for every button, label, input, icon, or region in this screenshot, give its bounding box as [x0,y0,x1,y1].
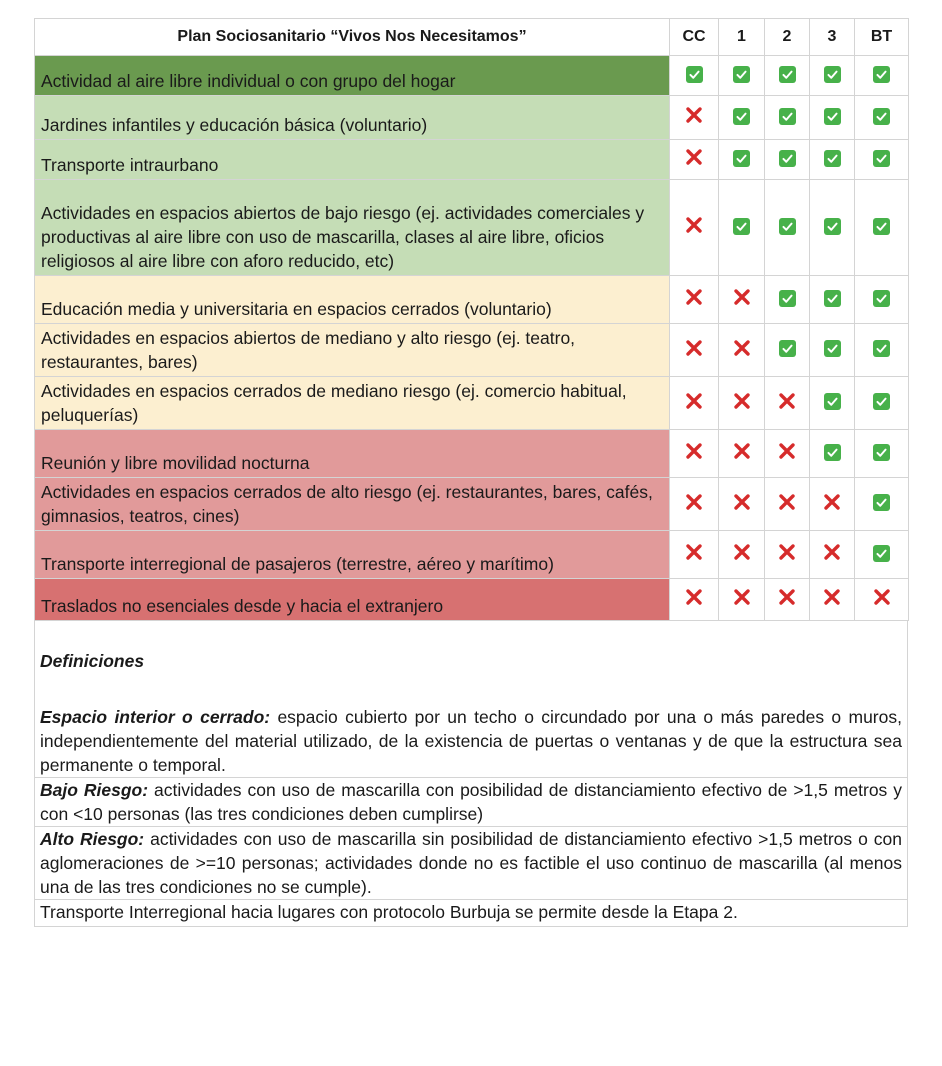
stage-cell [810,96,855,140]
red-cross-icon [733,543,751,561]
stage-cell [855,579,909,621]
stage-cell [765,430,810,478]
stage-cell [719,430,765,478]
check-box-icon [824,66,841,83]
check-box-icon [873,393,890,410]
check-box-icon [824,290,841,307]
check-box-icon [824,340,841,357]
stage-cell [719,324,765,377]
stage-cell [765,180,810,276]
check-box-icon [733,150,750,167]
activity-label: Jardines infantiles y educación básica (voluntario) [35,96,670,140]
table-row [35,579,909,621]
stage-cell [810,478,855,531]
column-header-bt: BT [855,19,909,56]
stage-cell [855,276,909,324]
check-box-icon [686,66,703,83]
red-cross-icon [685,339,703,357]
stage-cell [810,377,855,430]
red-cross-icon [685,493,703,511]
stage-cell [810,324,855,377]
check-box-icon [824,150,841,167]
check-box-icon [779,108,796,125]
stage-cell [765,579,810,621]
stage-cell [855,140,909,180]
table-header-row [35,19,909,56]
red-cross-icon [733,442,751,460]
definition-text: actividades con uso de mascarilla con posibilidad de distanciamiento efectivo de >1,5 metros y con <10 personas (las tres condiciones deben cumplirse) [40,780,902,824]
table-row [35,180,909,276]
check-box-icon [733,108,750,125]
check-box-icon [779,66,796,83]
red-cross-icon [685,392,703,410]
table-row [35,324,909,377]
check-box-icon [873,108,890,125]
check-box-icon [779,290,796,307]
check-box-icon [824,393,841,410]
stage-cell [765,531,810,579]
stage-cell [810,579,855,621]
check-box-icon [779,150,796,167]
stage-cell [855,56,909,96]
stage-cell [810,56,855,96]
stage-cell [670,276,719,324]
check-box-icon [733,66,750,83]
activity-label: Actividades en espacios cerrados de alto riesgo (ej. restaurantes, bares, cafés, gimnasios, teatros, cines) [35,478,670,531]
check-box-icon [873,66,890,83]
stage-cell [855,180,909,276]
column-header-2: 2 [765,19,810,56]
stage-cell [719,478,765,531]
table-row [35,276,909,324]
red-cross-icon [733,288,751,306]
stage-cell [719,377,765,430]
stage-cell [719,180,765,276]
definition-text: espacio cubierto por un techo o circundado por una o más paredes o muros, independientemente del material utilizado, de la existencia de puertas o ventanas y de que la estructura sea permanente o temporal. [40,707,902,775]
check-box-icon [824,218,841,235]
stage-cell [670,478,719,531]
stage-cell [670,579,719,621]
stage-cell [719,531,765,579]
activity-label: Educación media y universitaria en espacios cerrados (voluntario) [35,276,670,324]
table-row [35,531,909,579]
red-cross-icon [685,442,703,460]
stage-cell [719,579,765,621]
red-cross-icon [778,392,796,410]
table-row [35,478,909,531]
red-cross-icon [685,216,703,234]
stage-cell [670,180,719,276]
table-title: Plan Sociosanitario “Vivos Nos Necesitamos” [35,19,670,56]
stage-cell [670,140,719,180]
activity-label: Actividades en espacios cerrados de mediano riesgo (ej. comercio habitual, peluquerías) [35,377,670,430]
definition-text: actividades con uso de mascarilla sin posibilidad de distanciamiento efectivo >1,5 metros o con aglomeraciones de >=10 personas; actividades donde no es factible el uso continuo de mascarilla (al menos una de las tres condiciones no se cumple). [40,829,902,897]
stage-cell [765,96,810,140]
stage-cell [855,96,909,140]
red-cross-icon [873,588,891,606]
check-box-icon [873,290,890,307]
stage-cell [670,531,719,579]
stage-cell [765,276,810,324]
table-row [35,377,909,430]
activity-label: Traslados no esenciales desde y hacia el extranjero [35,579,670,621]
stage-cell [810,276,855,324]
red-cross-icon [778,543,796,561]
stage-cell [855,324,909,377]
stage-cell [670,377,719,430]
table-row [35,56,909,96]
red-cross-icon [685,288,703,306]
check-box-icon [873,444,890,461]
stage-cell [765,478,810,531]
red-cross-icon [778,588,796,606]
definition-term: Alto Riesgo: [40,829,145,849]
stage-cell [719,276,765,324]
stage-cell [810,180,855,276]
red-cross-icon [685,106,703,124]
definitions-heading: Definiciones [40,651,145,671]
activity-label: Reunión y libre movilidad nocturna [35,430,670,478]
stage-cell [670,324,719,377]
red-cross-icon [823,493,841,511]
interregional-note: Transporte Interregional hacia lugares con protocolo Burbuja se permite desde la Etapa 2. [40,902,738,922]
stage-cell [765,140,810,180]
stage-cell [765,377,810,430]
activity-label: Transporte interregional de pasajeros (terrestre, aéreo y marítimo) [35,531,670,579]
red-cross-icon [685,543,703,561]
activity-label: Actividades en espacios abiertos de bajo riesgo (ej. actividades comerciales y productivas al aire libre con uso de mascarilla, clases al aire libre, oficios religiosos al aire libre con aforo reducido, etc) [35,180,670,276]
red-cross-icon [778,442,796,460]
table-row [35,140,909,180]
red-cross-icon [823,543,841,561]
red-cross-icon [733,392,751,410]
stage-cell [719,56,765,96]
red-cross-icon [685,588,703,606]
red-cross-icon [823,588,841,606]
activity-label: Actividad al aire libre individual o con grupo del hogar [35,56,670,96]
stage-cell [670,96,719,140]
plan-table [34,18,909,621]
check-box-icon [873,150,890,167]
check-box-icon [873,545,890,562]
activity-label: Transporte intraurbano [35,140,670,180]
check-box-icon [824,108,841,125]
column-header-cc: CC [670,19,719,56]
plan-document [34,18,908,927]
red-cross-icon [733,339,751,357]
definition-item [35,705,907,778]
column-header-3: 3 [810,19,855,56]
definition-item [35,827,907,900]
definitions-section [34,621,908,927]
stage-cell [810,140,855,180]
check-box-icon [824,444,841,461]
table-row [35,96,909,140]
stage-cell [855,478,909,531]
stage-cell [765,324,810,377]
activity-label: Actividades en espacios abiertos de mediano y alto riesgo (ej. teatro, restaurantes, bares) [35,324,670,377]
check-box-icon [733,218,750,235]
check-box-icon [779,218,796,235]
plan-table-body [35,56,909,621]
red-cross-icon [685,148,703,166]
stage-cell [719,140,765,180]
column-header-1: 1 [719,19,765,56]
stage-cell [855,430,909,478]
table-row [35,430,909,478]
definition-term: Espacio interior o cerrado: [40,707,271,727]
definition-term: Bajo Riesgo: [40,780,149,800]
red-cross-icon [733,588,751,606]
stage-cell [855,377,909,430]
stage-cell [670,56,719,96]
red-cross-icon [778,493,796,511]
stage-cell [855,531,909,579]
stage-cell [765,56,810,96]
check-box-icon [873,494,890,511]
stage-cell [670,430,719,478]
check-box-icon [873,340,890,357]
check-box-icon [779,340,796,357]
definition-item [35,778,907,827]
stage-cell [719,96,765,140]
red-cross-icon [733,493,751,511]
stage-cell [810,531,855,579]
check-box-icon [873,218,890,235]
stage-cell [810,430,855,478]
